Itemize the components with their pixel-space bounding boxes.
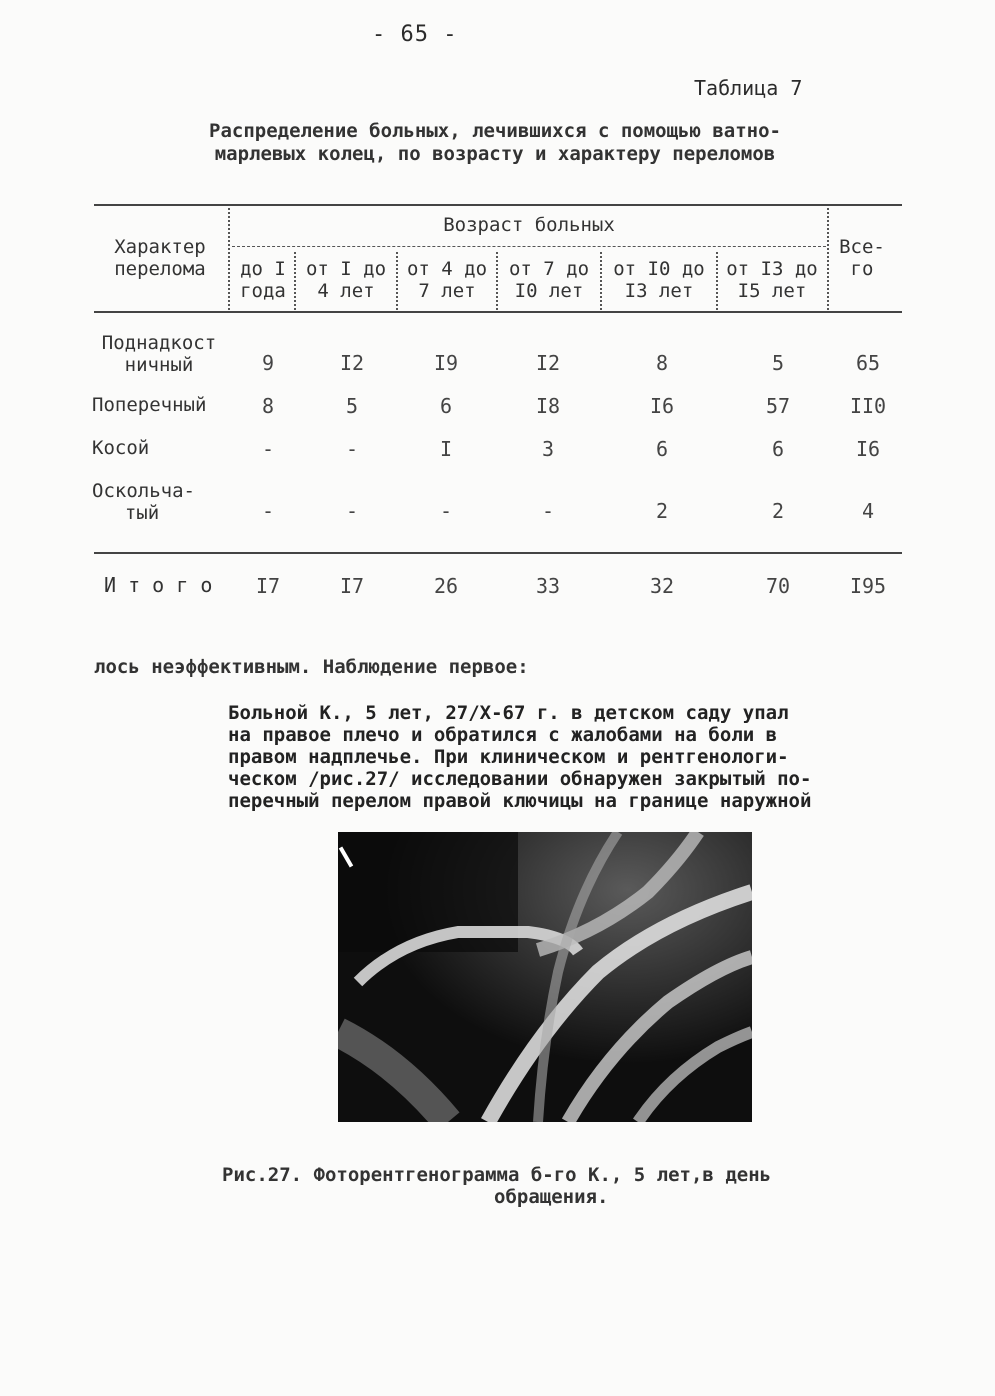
header-age-group: от 7 до I0 лет [508, 258, 590, 302]
header-age-group: от I0 до I3 лет [613, 258, 705, 302]
age-header-rule [232, 246, 826, 247]
observation-text [228, 702, 888, 812]
row-label-comminuted: Оскольча- тый [92, 480, 195, 524]
paragraph-text: лось неэффективным. Наблюдение первое: [94, 656, 529, 678]
table-title [120, 120, 870, 166]
observation-line: перечный перелом правой ключицы на границе наружной [228, 790, 812, 812]
table-cell: 57 [765, 394, 791, 418]
table-cell: 3 [541, 437, 555, 461]
table-cell: - [261, 437, 275, 461]
total-cell: I95 [849, 574, 887, 598]
column-separator [396, 252, 398, 310]
row-label-subperiosteal: Поднадкост ничный [101, 332, 217, 376]
table-cell: 2 [655, 499, 669, 523]
header-total: Все- го [839, 236, 885, 280]
table-cell: 5 [345, 394, 359, 418]
column-separator [716, 252, 718, 310]
table-cell: 6 [771, 437, 785, 461]
column-separator [228, 208, 230, 310]
table-cell: I2 [339, 351, 365, 375]
column-separator [294, 252, 296, 310]
table-title-line-1: Распределение больных, лечившихся с помощью ватно- [209, 120, 781, 142]
row-total-cell: 65 [855, 351, 881, 375]
row-label-oblique: Косой [92, 437, 150, 459]
table-cell: - [261, 499, 275, 523]
row-total-cell: 4 [861, 499, 875, 523]
total-cell: 33 [535, 574, 561, 598]
caption-line-2: обращения. [494, 1186, 609, 1208]
table-cell: - [439, 499, 453, 523]
figure-caption [222, 1164, 862, 1208]
row-total-cell: II0 [849, 394, 887, 418]
table-cell: - [541, 499, 555, 523]
column-separator [496, 252, 498, 310]
row-label-transverse: Поперечный [92, 394, 207, 416]
table-cell: 8 [261, 394, 275, 418]
observation-line: правом надплечье. При клиническом и рентгенологи- [228, 746, 789, 768]
table-cell: I6 [649, 394, 675, 418]
caption-line-1: Рис.27. Фоторентгенограмма б-го К., 5 лет,в день [222, 1164, 772, 1186]
table-cell: 8 [655, 351, 669, 375]
table-cell: 6 [439, 394, 453, 418]
page-number: - 65 - [372, 22, 458, 47]
total-cell: 32 [649, 574, 675, 598]
header-age: Возраст больных [443, 214, 615, 236]
table-cell: 9 [261, 351, 275, 375]
table-cell: I [439, 437, 453, 461]
row-total-cell: I6 [855, 437, 881, 461]
table-top-rule [94, 204, 902, 206]
header-age-group: от 4 до 7 лет [406, 258, 488, 302]
total-cell: 26 [433, 574, 459, 598]
table-total-rule [94, 552, 902, 554]
header-fracture-type: Характер перелома [114, 236, 206, 280]
header-age-group: от I до 4 лет [305, 258, 387, 302]
total-cell: I7 [255, 574, 281, 598]
total-cell: 70 [765, 574, 791, 598]
xray-photo [338, 832, 752, 1122]
table-cell: - [345, 499, 359, 523]
observation-line: ческом /рис.27/ исследовании обнаружен закрытый по- [228, 768, 812, 790]
column-separator [827, 208, 829, 310]
table-cell: I2 [535, 351, 561, 375]
table-cell: I9 [433, 351, 459, 375]
observation-line: Больной К., 5 лет, 27/X-67 г. в детском саду упал [228, 702, 789, 724]
total-cell: I7 [339, 574, 365, 598]
observation-line: на правое плечо и обратился с жалобами на боли в [228, 724, 778, 746]
header-age-group: до I года [240, 258, 286, 302]
table-cell: 5 [771, 351, 785, 375]
column-separator [600, 252, 602, 310]
table-label: Таблица 7 [694, 76, 803, 100]
header-age-group: от I3 до I5 лет [726, 258, 818, 302]
table-title-line-2: марлевых колец, по возрасту и характеру переломов [214, 143, 776, 165]
row-label-total: И т о г о [104, 573, 213, 597]
table-header-rule [94, 311, 902, 313]
table-cell: - [345, 437, 359, 461]
table-cell: 6 [655, 437, 669, 461]
table-cell: 2 [771, 499, 785, 523]
table-cell: I8 [535, 394, 561, 418]
